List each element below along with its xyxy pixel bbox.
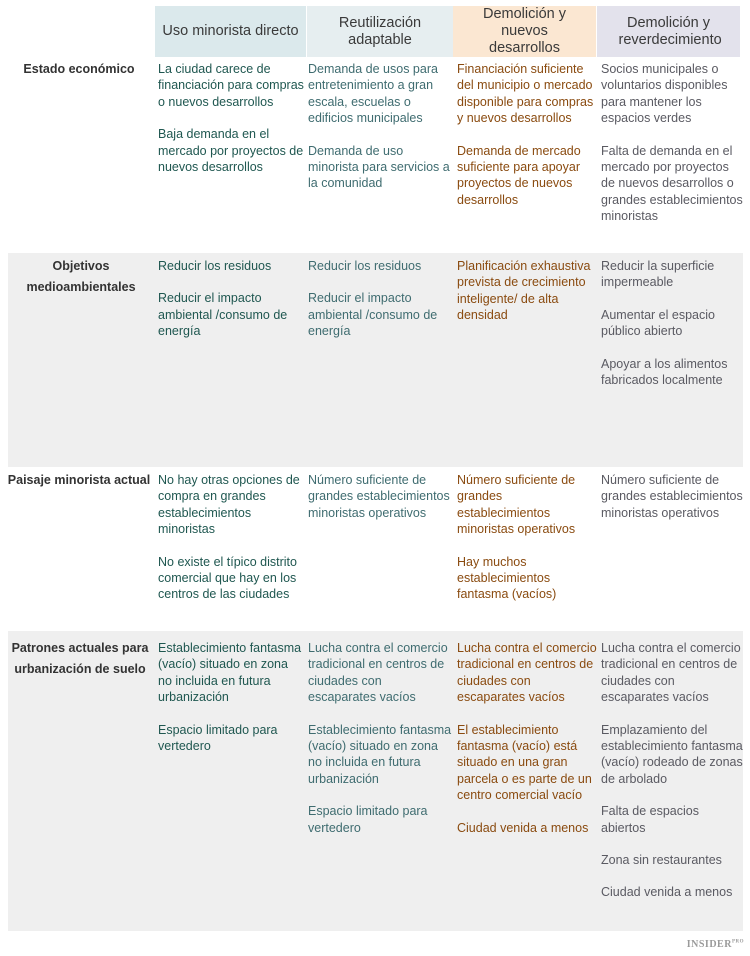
insider-pro-logo — [687, 939, 744, 950]
cell-estado-c1 — [158, 61, 304, 175]
cell-text: Lucha contra el comercio tradicional en centros de ciudades con escaparates vacíos — [308, 641, 448, 705]
cell-text: Aumentar el espacio público abierto — [601, 307, 715, 339]
cell-text: Reducir la superficie impermeable — [601, 259, 715, 290]
cell-text: Ciudad venida a menos — [457, 820, 589, 835]
cell-text: Falta de demanda en el mercado por proyectos de nuevos desarrollos o grandes establecimientos minoristas — [601, 143, 743, 224]
header-demolicion-reverdecimiento: Demolición y reverdecimiento — [597, 6, 740, 57]
cell-objetivos-c4 — [601, 258, 743, 388]
row-label-patrones: Patrones actuales para urbanización de suelo — [11, 641, 149, 676]
cell-text: Ciudad venida a menos — [601, 885, 733, 900]
header-uso-minorista: Uso minorista directo — [155, 6, 306, 57]
cell-text: Espacio limitado para vertedero — [308, 804, 428, 835]
cell-text: Falta de espacios abiertos — [601, 804, 699, 835]
logo-sup: PRO — [731, 939, 744, 945]
cell-paisaje-c2 — [308, 472, 452, 521]
cell-text: Planificación exhaustiva prevista de crecimiento inteligente/ de alta densidad — [457, 259, 591, 323]
cell-patrones-c4 — [601, 640, 743, 901]
cell-text: Número suficiente de grandes establecimientos minoristas operativos — [457, 473, 576, 537]
cell-text: El establecimiento fantasma (vacío) está situado en una gran parcela o es parte de un centro comercial vacío — [457, 722, 592, 803]
cell-text: Reducir los residuos — [308, 259, 422, 273]
row-label-estado-economico: Estado económico — [23, 62, 135, 76]
cell-text: Baja demanda en el mercado por proyectos de nuevos desarrollos — [158, 127, 304, 175]
cell-text: La ciudad carece de financiación para compras o nuevos desarrollos — [158, 62, 304, 109]
cell-objetivos-c1 — [158, 258, 304, 340]
cell-text: Emplazamiento del establecimiento fantasma (vacío) rodeado de zonas de arbolado — [601, 722, 743, 786]
row-label-objetivos: Objetivos medioambientales — [26, 259, 136, 294]
cell-text: Demanda de uso minorista para servicios a la comunidad — [308, 143, 450, 191]
cell-estado-c4 — [601, 61, 743, 225]
cell-text: Demanda de usos para entretenimiento a gran escala, escuelas o edificios municipales — [308, 62, 438, 126]
cell-objetivos-c2 — [308, 258, 452, 340]
cell-paisaje-c3 — [457, 472, 597, 603]
cell-text: Hay muchos establecimientos fantasma (vacíos) — [457, 554, 557, 602]
cell-text: Reducir el impacto ambiental /consumo de energía — [308, 291, 438, 339]
cell-text: Demanda de mercado suficiente para apoyar proyectos de nuevos desarrollos — [457, 143, 581, 207]
cell-text: Número suficiente de grandes establecimientos minoristas operativos — [601, 473, 743, 520]
row-label-paisaje: Paisaje minorista actual — [7, 473, 151, 487]
cell-text: Socios municipales o voluntarios disponibles para mantener los espacios verdes — [601, 62, 728, 126]
cell-text: Zona sin restaurantes — [601, 853, 722, 868]
cell-patrones-c2 — [308, 640, 452, 836]
cell-text: Espacio limitado para vertedero — [158, 722, 278, 754]
cell-text: Establecimiento fantasma (vacío) situado en zona no incluida en futura urbanización — [308, 722, 452, 786]
cell-text: Establecimiento fantasma (vacío) situado en zona no incluida en futura urbanización — [158, 641, 302, 705]
header-demolicion-desarrollos: Demolición y nuevos desarrollos — [453, 6, 596, 57]
cell-patrones-c1 — [158, 640, 304, 754]
cell-text: Reducir el impacto ambiental /consumo de energía — [158, 291, 288, 339]
cell-estado-c3 — [457, 61, 597, 208]
cell-estado-c2 — [308, 61, 452, 192]
cell-text: Número suficiente de grandes establecimientos minoristas operativos — [308, 473, 450, 520]
cell-text: Apoyar a los alimentos fabricados localmente — [601, 356, 728, 388]
cell-text: Reducir los residuos — [158, 259, 272, 273]
cell-text: Financiación suficiente del municipio o mercado disponible para compras y nuevos desarrollos — [457, 62, 594, 126]
header-reutilizacion: Reutilización adaptable — [307, 6, 453, 57]
cell-text: Lucha contra el comercio tradicional en centros de ciudades con escaparates vacíos — [601, 641, 741, 705]
cell-text: Lucha contra el comercio tradicional en centros de ciudades con escaparates vacíos — [457, 641, 597, 705]
cell-text: No existe el típico distrito comercial que hay en los centros de las ciudades — [158, 554, 297, 602]
cell-objetivos-c3 — [457, 258, 597, 324]
cell-text: No hay otras opciones de compra en grandes establecimientos minoristas — [158, 473, 300, 537]
logo-text: INSIDER — [686, 939, 732, 950]
cell-paisaje-c1 — [158, 472, 304, 603]
cell-paisaje-c4 — [601, 472, 743, 521]
cell-patrones-c3 — [457, 640, 597, 836]
